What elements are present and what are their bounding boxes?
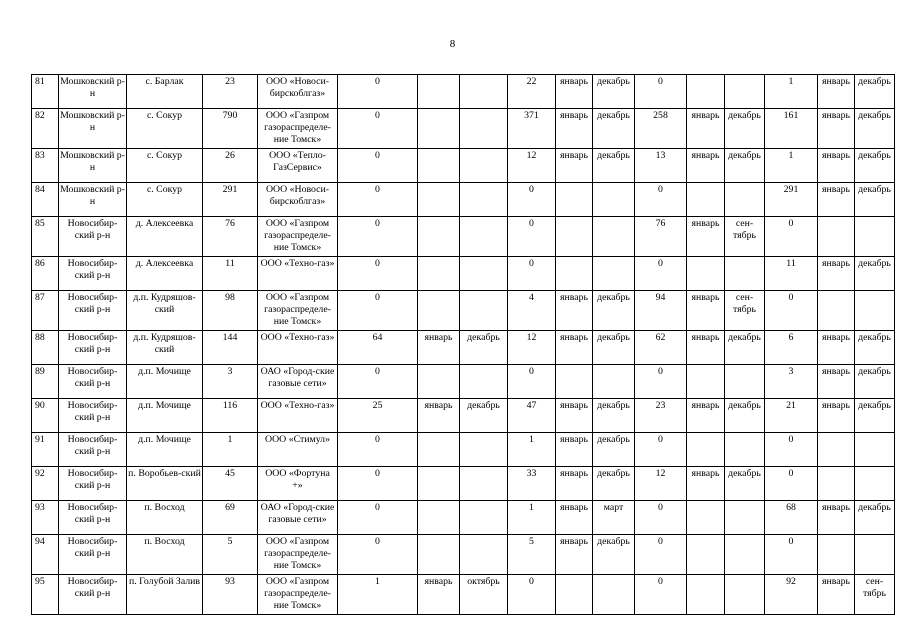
table-cell: январь (556, 399, 593, 433)
table-cell: январь (818, 149, 855, 183)
table-cell: 0 (765, 535, 818, 575)
table-cell: январь (556, 467, 593, 501)
table-cell: Мошковский р-н (59, 109, 127, 149)
table-cell (593, 217, 635, 257)
table-cell: январь (818, 399, 855, 433)
table-cell: 0 (635, 501, 687, 535)
table-cell: 258 (635, 109, 687, 149)
table-cell: ООО «Техно-газ» (258, 399, 338, 433)
table-cell: январь (687, 331, 725, 365)
table-cell (818, 535, 855, 575)
table-cell: 12 (508, 149, 556, 183)
row-number-cell: 94 (32, 535, 59, 575)
table-cell: п. Восход (127, 535, 203, 575)
table-cell (818, 433, 855, 467)
table-cell: декабрь (855, 75, 895, 109)
table-cell: д.п. Кудряшов-ский (127, 291, 203, 331)
table-cell: 0 (338, 149, 418, 183)
table-cell (418, 467, 460, 501)
table-cell (725, 575, 765, 615)
table-cell: ООО «Стимул» (258, 433, 338, 467)
table-cell: ООО «Газпром газораспределе-ние Томск» (258, 109, 338, 149)
table-cell (593, 183, 635, 217)
row-number-cell: 87 (32, 291, 59, 331)
table-cell (593, 365, 635, 399)
table-cell (418, 75, 460, 109)
table-cell: 144 (203, 331, 258, 365)
table-cell: 5 (203, 535, 258, 575)
table-cell: Новосибир-ский р-н (59, 291, 127, 331)
table-cell: ООО «Тепло-ГазСервис» (258, 149, 338, 183)
table-cell (460, 75, 508, 109)
table-cell: декабрь (725, 109, 765, 149)
table-cell: д.п. Кудряшов-ский (127, 331, 203, 365)
table-cell: декабрь (460, 331, 508, 365)
table-cell: январь (556, 535, 593, 575)
table-cell: 0 (508, 183, 556, 217)
table-cell: Новосибир-ский р-н (59, 217, 127, 257)
table-cell: 21 (765, 399, 818, 433)
table-cell: 45 (203, 467, 258, 501)
table-cell: декабрь (593, 467, 635, 501)
table-cell: Мошковский р-н (59, 75, 127, 109)
table-cell: 13 (635, 149, 687, 183)
table-cell: декабрь (855, 365, 895, 399)
table-row (32, 217, 895, 257)
table-cell (593, 575, 635, 615)
table-cell: январь (556, 109, 593, 149)
table-cell: 1 (203, 433, 258, 467)
table-cell: январь (818, 183, 855, 217)
table-cell: 6 (765, 331, 818, 365)
table-cell: 0 (508, 575, 556, 615)
table-cell: январь (818, 575, 855, 615)
table-cell: ООО «Газпром газораспределе-ние Томск» (258, 291, 338, 331)
row-number-cell: 86 (32, 257, 59, 291)
table-cell: 76 (635, 217, 687, 257)
table-cell: декабрь (855, 183, 895, 217)
table-cell: 25 (338, 399, 418, 433)
row-number-cell: 84 (32, 183, 59, 217)
table-row (32, 257, 895, 291)
table-cell: 3 (203, 365, 258, 399)
table-row (32, 575, 895, 615)
table-cell: октябрь (460, 575, 508, 615)
table-cell: декабрь (460, 399, 508, 433)
table-cell: 0 (338, 433, 418, 467)
table-cell: д.п. Мочище (127, 433, 203, 467)
table-cell: с. Сокур (127, 149, 203, 183)
table-cell: 68 (765, 501, 818, 535)
table-cell: январь (687, 149, 725, 183)
row-number-cell: 81 (32, 75, 59, 109)
row-number-cell: 88 (32, 331, 59, 365)
table-cell: декабрь (593, 149, 635, 183)
table-body (32, 75, 895, 615)
table-cell: 0 (635, 575, 687, 615)
table-cell: 0 (765, 433, 818, 467)
table-cell: ООО «Новоси-бирскоблгаз» (258, 183, 338, 217)
table-cell: 0 (338, 75, 418, 109)
table-cell: декабрь (593, 399, 635, 433)
table-cell: 0 (765, 291, 818, 331)
table-cell: ОАО «Город-ские газовые сети» (258, 501, 338, 535)
table-cell: д.п. Мочище (127, 365, 203, 399)
table-row (32, 399, 895, 433)
table-cell: 1 (338, 575, 418, 615)
table-cell: 94 (635, 291, 687, 331)
table-cell (460, 501, 508, 535)
table-cell (460, 433, 508, 467)
table-cell: 0 (338, 183, 418, 217)
table-cell: п. Восход (127, 501, 203, 535)
table-cell: 291 (203, 183, 258, 217)
table-cell: 0 (635, 433, 687, 467)
table-cell: январь (818, 257, 855, 291)
table-cell: 47 (508, 399, 556, 433)
table-cell: 23 (203, 75, 258, 109)
table-cell: январь (418, 399, 460, 433)
table-cell (418, 291, 460, 331)
table-cell (460, 535, 508, 575)
table-cell (855, 433, 895, 467)
table-cell: ОАО «Город-ские газовые сети» (258, 365, 338, 399)
row-number-cell: 91 (32, 433, 59, 467)
table-cell (418, 183, 460, 217)
table-cell (687, 75, 725, 109)
row-number-cell: 82 (32, 109, 59, 149)
table-cell (818, 291, 855, 331)
table-cell (725, 183, 765, 217)
table-cell: 12 (635, 467, 687, 501)
table-cell: ООО «Газпром газораспределе-ние Томск» (258, 535, 338, 575)
table-row (32, 467, 895, 501)
table-cell: январь (818, 365, 855, 399)
table-cell: 291 (765, 183, 818, 217)
table-cell: 0 (338, 365, 418, 399)
table-cell: 26 (203, 149, 258, 183)
table-cell: 0 (508, 257, 556, 291)
table-cell: 0 (338, 257, 418, 291)
table-cell: 0 (338, 501, 418, 535)
table-cell (418, 257, 460, 291)
table-cell: январь (418, 575, 460, 615)
table-cell (556, 183, 593, 217)
table-cell: сен-тябрь (855, 575, 895, 615)
table-cell: март (593, 501, 635, 535)
table-cell: январь (556, 75, 593, 109)
table-cell: 23 (635, 399, 687, 433)
table-cell (418, 365, 460, 399)
row-number-cell: 92 (32, 467, 59, 501)
table-cell: 0 (635, 75, 687, 109)
table-cell: январь (418, 331, 460, 365)
table-cell: 22 (508, 75, 556, 109)
table-cell: Новосибир-ский р-н (59, 467, 127, 501)
table-cell (855, 467, 895, 501)
table-cell: декабрь (725, 399, 765, 433)
table-cell (460, 149, 508, 183)
table-cell (418, 433, 460, 467)
table-row (32, 365, 895, 399)
table-cell: 11 (765, 257, 818, 291)
table-cell (725, 365, 765, 399)
table-cell: ООО «Техно-газ» (258, 331, 338, 365)
table-cell: 5 (508, 535, 556, 575)
table-cell (725, 535, 765, 575)
table-cell: д. Алексеевка (127, 257, 203, 291)
table-cell (725, 75, 765, 109)
row-number-cell: 93 (32, 501, 59, 535)
table-cell (556, 575, 593, 615)
table-cell: п. Голубой Залив (127, 575, 203, 615)
table-row (32, 291, 895, 331)
table-cell: январь (687, 109, 725, 149)
table-cell (460, 365, 508, 399)
table-cell: 0 (338, 535, 418, 575)
table-cell: 790 (203, 109, 258, 149)
table-cell: декабрь (855, 399, 895, 433)
table-cell: 3 (765, 365, 818, 399)
table-cell (418, 535, 460, 575)
table-row (32, 109, 895, 149)
table-cell: 371 (508, 109, 556, 149)
table-cell: 0 (508, 217, 556, 257)
table-cell: Новосибир-ский р-н (59, 365, 127, 399)
table-cell: 0 (635, 535, 687, 575)
table-cell: с. Барлак (127, 75, 203, 109)
table-cell: Новосибир-ский р-н (59, 331, 127, 365)
table-cell: Мошковский р-н (59, 183, 127, 217)
table-cell: ООО «Газпром газораспределе-ние Томск» (258, 575, 338, 615)
row-number-cell: 89 (32, 365, 59, 399)
table-cell: декабрь (725, 149, 765, 183)
table-cell: 92 (765, 575, 818, 615)
table-cell: 0 (338, 109, 418, 149)
table-cell (460, 467, 508, 501)
table-cell (687, 257, 725, 291)
table-cell (818, 217, 855, 257)
table-cell: с. Сокур (127, 183, 203, 217)
table-row (32, 535, 895, 575)
table-cell: Новосибир-ский р-н (59, 399, 127, 433)
table-cell: ООО «Газпром газораспределе-ние Томск» (258, 217, 338, 257)
table-cell: 161 (765, 109, 818, 149)
table-cell (818, 467, 855, 501)
table-cell: декабрь (593, 331, 635, 365)
table-cell: д.п. Мочище (127, 399, 203, 433)
table-cell: Новосибир-ский р-н (59, 575, 127, 615)
table-cell: ООО «Фортуна +» (258, 467, 338, 501)
table-cell: 11 (203, 257, 258, 291)
table-cell: 0 (508, 365, 556, 399)
table-cell: сен-тябрь (725, 291, 765, 331)
table-cell: 0 (635, 183, 687, 217)
table-cell: 1 (765, 75, 818, 109)
table-cell: сен-тябрь (725, 217, 765, 257)
table-cell (855, 217, 895, 257)
table-cell: декабрь (593, 291, 635, 331)
table-cell: 12 (508, 331, 556, 365)
table-cell: Мошковский р-н (59, 149, 127, 183)
table-cell (687, 535, 725, 575)
row-number-cell: 95 (32, 575, 59, 615)
table-cell: 0 (338, 217, 418, 257)
table-cell (460, 109, 508, 149)
table-cell: январь (556, 501, 593, 535)
table-cell: 1 (508, 501, 556, 535)
table-row (32, 183, 895, 217)
table-cell: январь (818, 331, 855, 365)
table-cell: Новосибир-ский р-н (59, 535, 127, 575)
table-cell (687, 365, 725, 399)
table-cell (687, 433, 725, 467)
table-cell: декабрь (593, 75, 635, 109)
table-cell: январь (818, 501, 855, 535)
table-cell: 93 (203, 575, 258, 615)
table-cell (556, 257, 593, 291)
table-cell: Новосибир-ский р-н (59, 257, 127, 291)
table-row (32, 331, 895, 365)
table-cell (556, 365, 593, 399)
table-cell (687, 575, 725, 615)
table-cell (418, 217, 460, 257)
table-cell: 64 (338, 331, 418, 365)
table-cell: д. Алексеевка (127, 217, 203, 257)
table-cell: 0 (338, 291, 418, 331)
gasification-table (31, 74, 895, 615)
table-cell: 4 (508, 291, 556, 331)
row-number-cell: 83 (32, 149, 59, 183)
table-cell: 0 (765, 467, 818, 501)
table-cell: декабрь (855, 501, 895, 535)
table-cell: ООО «Техно-газ» (258, 257, 338, 291)
table-cell (460, 257, 508, 291)
table-cell (725, 501, 765, 535)
table-cell: январь (687, 467, 725, 501)
table-cell (725, 257, 765, 291)
table-cell: 1 (765, 149, 818, 183)
table-row (32, 433, 895, 467)
table-cell (460, 291, 508, 331)
table-cell: январь (818, 109, 855, 149)
table-cell: п. Воробьев-ский (127, 467, 203, 501)
table-cell: 0 (338, 467, 418, 501)
table-cell: декабрь (725, 467, 765, 501)
table-cell (593, 257, 635, 291)
table-cell: декабрь (855, 149, 895, 183)
table-cell: декабрь (593, 535, 635, 575)
table-cell (556, 217, 593, 257)
table-cell: декабрь (855, 331, 895, 365)
table-cell: декабрь (725, 331, 765, 365)
table-row (32, 501, 895, 535)
row-number-cell: 85 (32, 217, 59, 257)
table-cell: 116 (203, 399, 258, 433)
table-cell: 98 (203, 291, 258, 331)
table-cell: ООО «Новоси-бирскоблгаз» (258, 75, 338, 109)
table-cell: январь (556, 149, 593, 183)
table-cell: Новосибир-ский р-н (59, 501, 127, 535)
table-cell: январь (556, 433, 593, 467)
table-cell: Новосибир-ский р-н (59, 433, 127, 467)
table-cell: декабрь (593, 109, 635, 149)
table-cell (460, 183, 508, 217)
table-cell (460, 217, 508, 257)
table-cell: 62 (635, 331, 687, 365)
table-cell: декабрь (593, 433, 635, 467)
table-cell (855, 291, 895, 331)
page-number: 8 (449, 38, 456, 50)
table-cell: 0 (635, 257, 687, 291)
row-number-cell: 90 (32, 399, 59, 433)
table-cell (418, 109, 460, 149)
table-cell: январь (818, 75, 855, 109)
table-cell (687, 183, 725, 217)
table-cell: январь (556, 291, 593, 331)
table-cell (855, 535, 895, 575)
table-cell: 33 (508, 467, 556, 501)
table-cell: с. Сокур (127, 109, 203, 149)
table-cell: 69 (203, 501, 258, 535)
table-cell: январь (687, 399, 725, 433)
table-cell (725, 433, 765, 467)
table-cell: декабрь (855, 257, 895, 291)
table-cell: январь (687, 217, 725, 257)
table-cell: 0 (635, 365, 687, 399)
table-cell (418, 149, 460, 183)
table-cell (687, 501, 725, 535)
table-cell (418, 501, 460, 535)
table-cell: 0 (765, 217, 818, 257)
table-cell: 76 (203, 217, 258, 257)
table-cell: декабрь (855, 109, 895, 149)
table-cell: 1 (508, 433, 556, 467)
table-row (32, 75, 895, 109)
table-cell: январь (687, 291, 725, 331)
table-cell: январь (556, 331, 593, 365)
table-row (32, 149, 895, 183)
